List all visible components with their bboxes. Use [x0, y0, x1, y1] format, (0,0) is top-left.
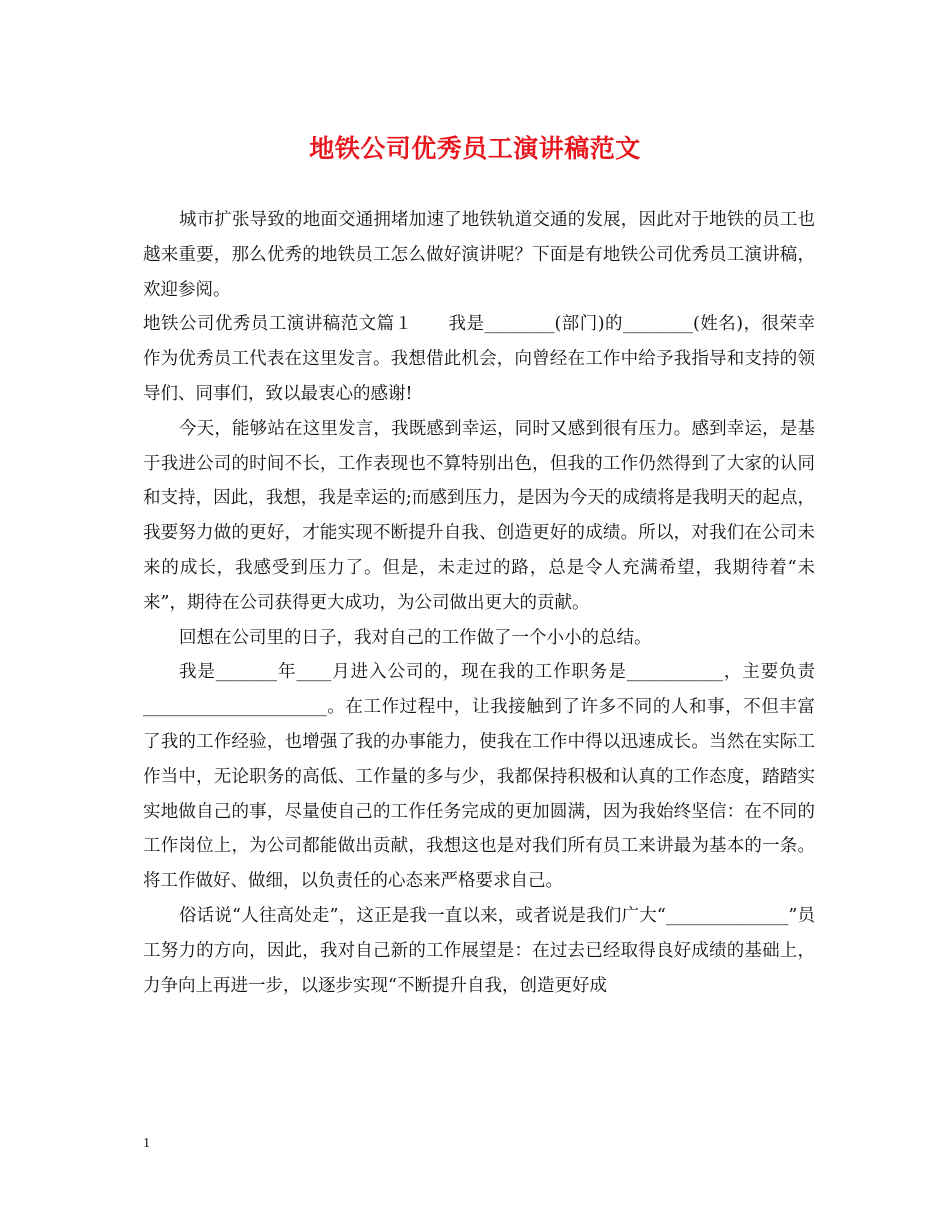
- paragraph-speech-opening: 地铁公司优秀员工演讲稿范文篇１ 我是________(部门)的________(姓名)，很荣幸作为优秀员工代表在这里发言。我想借此机会，向曾经在工作中给予我指导和支持的领导们、同事们，致以最衷心的感谢!: [143, 314, 815, 404]
- document-body: [143, 203, 815, 1003]
- page-number: 1: [143, 1136, 150, 1151]
- paragraph-outlook: 俗话说“人往高处走”，这正是我一直以来，或者说是我们广大“______________”员工努力的方向，因此，我对自己新的工作展望是：在过去已经取得良好成绩的基础上，力争向上再进一步，以逐步实现“不断提升自我，创造更好成: [143, 905, 815, 996]
- paragraph-recall: 回想在公司里的日子，我对自己的工作做了一个小小的总结。: [179, 627, 652, 648]
- paragraph-work-summary: 我是_______年____月进入公司的，现在我的工作职务是___________，主要负责_____________________。在工作过程中，让我接触到了许多不同的人和事，不但丰富了我的工作经验，也增强了我的办事能力，使我在工作中得以迅速成长。当然在实际工作当中，无论职务的高低、工作量的多与少，我都保持积极和认真的工作态度，踏踏实实地做自己的事，尽量使自己的工作任务完成的更加圆满，因为我始终坚信：在不同的工作岗位上，为公司都能做出贡献，我想这也是对我们所有员工来讲最为基本的一条。将工作做好、做细，以负责任的心态来严格要求自己。: [143, 662, 815, 892]
- paragraph-intro: 城市扩张导致的地面交通拥堵加速了地铁轨道交通的发展，因此对于地铁的员工也越来重要，那么优秀的地铁员工怎么做好演讲呢？下面是有地铁公司优秀员工演讲稿，欢迎参阅。: [143, 210, 815, 300]
- document-title: 地铁公司优秀员工演讲稿范文: [309, 134, 641, 163]
- paragraph-today: 今天，能够站在这里发言，我既感到幸运，同时又感到很有压力。感到幸运，是基于我进公司的时间不长，工作表现也不算特别出色，但我的工作仍然得到了大家的认同和支持，因此，我想，我是幸运的;而感到压力，是因为今天的成绩将是我明天的起点，我要努力做的更好，才能实现不断提升自我、创造更好的成绩。所以，对我们在公司未来的成长，我感受到压力了。但是，未走过的路，总是令人充满希望，我期待着“未来”，期待在公司获得更大成功，为公司做出更大的贡献。: [143, 418, 815, 613]
